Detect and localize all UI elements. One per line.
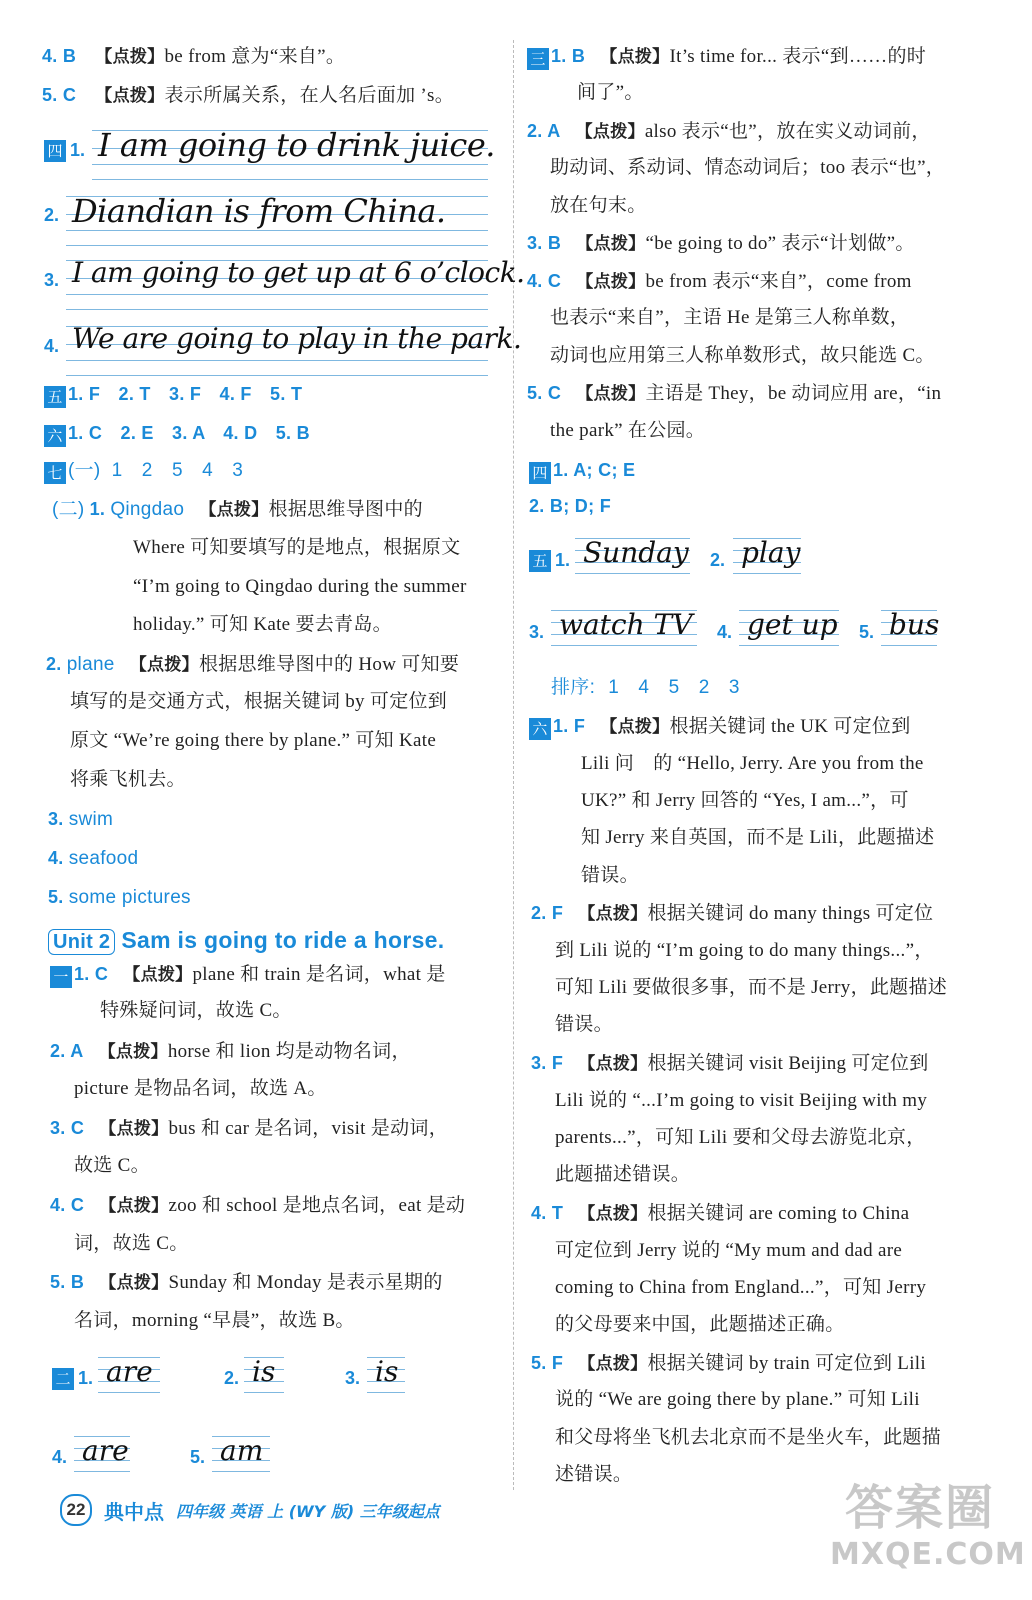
- answer-text: Qingdao: [110, 499, 185, 520]
- answer-number: 4. C: [527, 271, 562, 291]
- section-badge: 五: [529, 550, 551, 572]
- watermark-title: 答案圈: [844, 1480, 995, 1536]
- blank-answer: are: [106, 1355, 153, 1388]
- answer-number: 1. F: [553, 716, 586, 736]
- answer-line: [48, 885, 191, 910]
- hw-number: 4.: [44, 336, 60, 356]
- hint-text: “be going to do” 表示“计划做”。: [645, 233, 915, 254]
- page-footer: [60, 1494, 440, 1526]
- answer-number: 1. B: [551, 46, 586, 66]
- blank-answer: get up: [747, 608, 838, 641]
- hint-tag: 【点拨】: [578, 1354, 648, 1374]
- hint-tag: 【点拨】: [578, 1054, 648, 1074]
- hint-tag: 【点拨】: [99, 1119, 169, 1139]
- answer-line: [44, 421, 310, 447]
- handwriting-text: I am going to get up at 6 o’clock.: [72, 256, 525, 289]
- answer-line: [531, 901, 933, 926]
- hint-text: 特殊疑问词，故选 C。: [100, 1000, 292, 1021]
- hint-text: 间了”。: [577, 82, 644, 103]
- hint-text: plane 和 train 是名词，what 是: [192, 964, 446, 985]
- hint-text: 主语是 They，be 动词应用 are，“in: [645, 383, 942, 404]
- answer-line: [42, 83, 454, 108]
- handwriting-text: I am going to drink juice.: [98, 126, 495, 164]
- answer-line: [527, 119, 931, 144]
- hint-text: 述错误。: [555, 1464, 633, 1485]
- answer-line: [44, 459, 243, 484]
- answer-text: seafood: [68, 848, 139, 869]
- blank-number: 2.: [224, 1368, 240, 1388]
- hint-text: 根据关键词 the UK 可定位到: [669, 716, 911, 737]
- blank-number: 3.: [529, 622, 545, 642]
- hint-text: 根据思维导图中的: [268, 499, 423, 520]
- answer-number: 4. B: [42, 46, 77, 66]
- hint-text: 填写的是交通方式，根据关键词 by 可定位到: [70, 691, 448, 712]
- hint-tag: 【点拨】: [99, 1196, 169, 1216]
- answer-line: [529, 458, 635, 484]
- answer-text: swim: [68, 809, 114, 830]
- hint-text: 放在句末。: [550, 195, 647, 216]
- hint-text: horse 和 lion 均是动物名词，: [167, 1041, 411, 1062]
- hw-number: 2.: [44, 205, 60, 225]
- hint-text: 名词，morning “早晨”，故选 B。: [74, 1310, 355, 1331]
- blank-answer: Sunday: [583, 536, 689, 569]
- hint-text: 词，故选 C。: [74, 1233, 189, 1254]
- hint-text: coming to China from England...”，可知 Jerry: [555, 1277, 927, 1298]
- answer-line: [50, 1270, 443, 1295]
- answer-line: [50, 962, 446, 988]
- answer-number: 5. B: [50, 1272, 85, 1292]
- hint-tag: 【点拨】: [95, 86, 165, 106]
- handwriting-row: [66, 254, 525, 314]
- unit-heading: [48, 926, 444, 957]
- answer-line: [531, 1351, 926, 1376]
- answer-line: [46, 652, 459, 677]
- hint-text: 助动词、系动词、情态动词后；too 表示“也”，: [550, 157, 946, 178]
- answer-number: 2. F: [531, 903, 564, 923]
- answer-text: 1. F 2. T 3. F 4. F 5. T: [68, 384, 303, 404]
- hint-text: 的父母要来中国，此题描述正确。: [555, 1314, 845, 1335]
- answer-number: 3. F: [531, 1053, 564, 1073]
- order-label: 排序:: [551, 677, 596, 698]
- hint-text: UK?” 和 Jerry 回答的 “Yes, I am...”，可: [581, 790, 909, 811]
- blank-number: 4.: [717, 622, 733, 642]
- section-badge: 四: [44, 140, 66, 162]
- hint-tag: 【点拨】: [199, 500, 269, 520]
- answer-number: 3.: [48, 809, 64, 829]
- answer-number: 4. C: [50, 1195, 85, 1215]
- hint-text: It’s time for... 表示“到……的时: [669, 46, 927, 67]
- page-number: 22: [60, 1494, 92, 1526]
- hint-tag: 【点拨】: [600, 47, 670, 67]
- answer-text: plane: [66, 654, 115, 675]
- answer-line: [529, 714, 911, 740]
- hint-text: Lili 说的 “...I’m going to visit Beijing with my: [555, 1090, 928, 1111]
- handwriting-row: [92, 124, 495, 184]
- answer-number: 3. C: [50, 1118, 85, 1138]
- answer-number: 4.: [48, 848, 64, 868]
- hint-text: Sunday 和 Monday 是表示星期的: [168, 1272, 443, 1293]
- answer-line: [527, 44, 926, 70]
- section-badge: 七: [44, 462, 66, 484]
- brand-logo: 典中点: [104, 1499, 164, 1524]
- section-badge: 一: [50, 966, 72, 988]
- answer-number: 5. F: [531, 1353, 564, 1373]
- hint-tag: 【点拨】: [578, 904, 648, 924]
- answer-number: 5. C: [42, 85, 77, 105]
- answer-line: [52, 497, 423, 522]
- hint-text: “I’m going to Qingdao during the summer: [133, 576, 467, 597]
- blank-answer: is: [252, 1355, 276, 1388]
- answer-line: [48, 807, 113, 832]
- answer-line: [50, 1116, 448, 1141]
- blank-answer: am: [220, 1434, 264, 1467]
- answer-line: [50, 1039, 411, 1064]
- answer-number: 2. A: [50, 1041, 84, 1061]
- part-label: (二): [52, 499, 85, 520]
- watermark-url: MXQE.COM: [830, 1537, 1026, 1572]
- section-badge: 四: [529, 462, 551, 484]
- answer-line: [527, 381, 941, 406]
- hint-tag: 【点拨】: [578, 1204, 648, 1224]
- unit-label: Unit 2: [48, 929, 115, 955]
- hint-tag: 【点拨】: [123, 965, 193, 985]
- blank-number: 2.: [710, 550, 726, 570]
- hint-text: 根据关键词 visit Beijing 可定位到: [647, 1053, 929, 1074]
- answer-line: [50, 1193, 465, 1218]
- answer-number: 1.: [89, 499, 106, 519]
- blank-number: 5.: [859, 622, 875, 642]
- answer-text: some pictures: [68, 887, 191, 908]
- hint-text: 原文 “We’re going there by plane.” 可知 Kate: [70, 730, 437, 751]
- answer-line: [42, 44, 345, 69]
- hint-tag: 【点拨】: [576, 234, 646, 254]
- section-badge: 六: [44, 425, 66, 447]
- answer-line: [48, 846, 138, 871]
- hint-text: 说的 “We are going there by plane.” 可知 Lili: [555, 1389, 920, 1410]
- section-badge: 二: [52, 1368, 74, 1390]
- order-line: [551, 676, 740, 700]
- hint-text: Where 可知要填写的是地点，根据原文: [133, 537, 461, 558]
- answer-text: be from 意为“来自”。: [164, 46, 346, 67]
- hint-text: 错误。: [581, 865, 639, 886]
- hint-text: picture 是物品名词，故选 A。: [74, 1078, 327, 1099]
- hint-text: also 表示“也”，放在实义动词前，: [644, 121, 931, 142]
- watermark: [830, 1478, 1026, 1588]
- answer-number: 2.: [46, 654, 62, 674]
- hint-text: holiday.” 可知 Kate 要去青岛。: [133, 614, 392, 635]
- answer-line: [529, 494, 611, 519]
- answer-line: [44, 382, 302, 408]
- hint-tag: 【点拨】: [575, 122, 645, 142]
- answer-line: [527, 269, 912, 294]
- hint-text: 可知 Lili 要做很多事，而不是 Jerry，此题描述: [555, 977, 948, 998]
- hint-tag: 【点拨】: [576, 272, 646, 292]
- hint-tag: 【点拨】: [98, 1042, 168, 1062]
- hint-text: 根据关键词 are coming to China: [647, 1203, 910, 1224]
- hint-text: be from 表示“来自”，come from: [645, 271, 912, 292]
- section-badge: 五: [44, 386, 66, 408]
- section-badge: 三: [527, 48, 549, 70]
- answer-number: 3. B: [527, 233, 562, 253]
- answer-number: 1. C: [74, 964, 109, 984]
- hint-text: 错误。: [555, 1014, 613, 1035]
- answer-number: 5.: [48, 887, 64, 907]
- hint-text: 此题描述错误。: [555, 1164, 691, 1185]
- hint-tag: 【点拨】: [95, 47, 165, 67]
- hint-tag: 【点拨】: [576, 384, 646, 404]
- order-answer: 1 4 5 2 3: [608, 677, 740, 698]
- hint-text: bus 和 car 是名词，visit 是动词，: [168, 1118, 449, 1139]
- answer-text: 2. B; D; F: [529, 496, 611, 516]
- hint-text: 知 Jerry 来自英国，而不是 Lili，此题描述: [581, 827, 935, 848]
- section-badge: 六: [529, 718, 551, 740]
- book-title: 四年级 英语 上 (WY 版) 三年级起点: [176, 1501, 440, 1521]
- hint-text: zoo 和 school 是地点名词，eat 是动: [168, 1195, 466, 1216]
- blank-answer: are: [82, 1434, 129, 1467]
- hint-text: 和父母将坐飞机去北京而不是坐火车，此题描: [555, 1427, 942, 1448]
- blank-number: 3.: [345, 1368, 361, 1388]
- hint-text: 动词也应用第三人称单数形式，故只能选 C。: [550, 345, 935, 366]
- handwriting-text: We are going to play in the park.: [72, 322, 522, 355]
- answer-line: [527, 231, 915, 256]
- hint-text: 到 Lili 说的 “I’m going to do many things...”，: [555, 940, 934, 961]
- answer-number: 4. T: [531, 1203, 564, 1223]
- part-label: (一): [68, 460, 101, 481]
- hint-tag: 【点拨】: [129, 655, 199, 675]
- hint-text: the park” 在公园。: [550, 420, 706, 441]
- hint-text: 也表示“来自”，主语 He 是第三人称单数，: [550, 307, 910, 328]
- blank-number: 4.: [52, 1447, 68, 1467]
- hint-text: parents...”，可知 Lili 要和父母去游览北京，: [555, 1127, 926, 1148]
- answer-line: [531, 1051, 929, 1076]
- blank-number: 5.: [190, 1447, 206, 1467]
- blank-number: 1.: [78, 1368, 94, 1388]
- unit-title: Sam is going to ride a horse.: [121, 927, 445, 953]
- handwriting-text: Diandian is from China.: [72, 192, 446, 230]
- blank-answer: is: [375, 1355, 399, 1388]
- hint-text: 根据关键词 by train 可定位到 Lili: [647, 1353, 926, 1374]
- blank-answer: bus: [889, 608, 940, 641]
- handwriting-row: [66, 190, 488, 250]
- hint-text: 根据思维导图中的 How 可知要: [198, 654, 460, 675]
- answer-line: [531, 1201, 909, 1226]
- answer-text: 1 2 5 4 3: [111, 460, 244, 481]
- blank-number: 1.: [555, 550, 571, 570]
- answer-text: 表示所属关系，在人名后面加 ’s。: [164, 85, 455, 106]
- answer-number: 5. C: [527, 383, 562, 403]
- answer-text: 1. C 2. E 3. A 4. D 5. B: [68, 423, 310, 443]
- handwriting-row: [66, 320, 522, 380]
- blank-answer: watch TV: [559, 608, 693, 641]
- hw-number: 3.: [44, 270, 60, 290]
- answer-number: 2. A: [527, 121, 561, 141]
- hint-text: Lili 问 的 “Hello, Jerry. Are you from the: [581, 753, 924, 774]
- hint-text: 故选 C。: [74, 1155, 150, 1176]
- hint-text: 可定位到 Jerry 说的 “My mum and dad are: [555, 1240, 903, 1261]
- hint-text: 根据关键词 do many things 可定位: [647, 903, 934, 924]
- hint-tag: 【点拨】: [99, 1273, 169, 1293]
- hw-number: 1.: [70, 140, 86, 160]
- answer-text: 1. A; C; E: [553, 460, 636, 480]
- blank-answer: play: [741, 536, 801, 569]
- hint-tag: 【点拨】: [600, 717, 670, 737]
- hint-text: 将乘飞机去。: [70, 769, 186, 790]
